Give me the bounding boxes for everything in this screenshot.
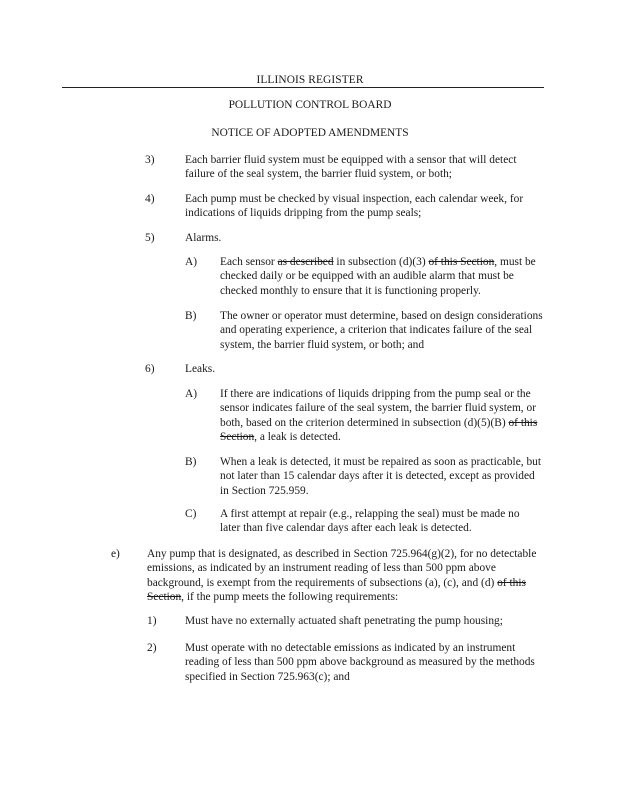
struck-text: of this Section xyxy=(147,576,526,604)
item-3-text: Each barrier fluid system must be equipped with a sensor that will detect failure of the seal system, the barrier fluid system, or both; xyxy=(185,154,517,181)
item-e1-text: Must have no externally actuated shaft penetrating the pump housing; xyxy=(185,615,503,627)
item-5b-label: B) xyxy=(185,310,197,322)
item-e1-label: 1) xyxy=(147,615,157,627)
register-title: ILLINOIS REGISTER xyxy=(256,74,364,86)
item-5a-label: A) xyxy=(185,256,198,268)
item-6a-text: If there are indications of liquids dripping from the pump seal or the sensor indicates failure of the seal system, the barrier fluid system, or both, based on the criterion determined in subsection (d)(5)(B) of this Section, a leak is detected. xyxy=(220,388,538,444)
board-name: POLLUTION CONTROL BOARD xyxy=(228,99,392,111)
struck-text: of this Section xyxy=(220,416,538,444)
item-5-text: Alarms. xyxy=(185,232,222,244)
item-4-label: 4) xyxy=(145,193,155,205)
item-e-text: Any pump that is designated, as described in Section 725.964(g)(2), for no detectable emissions, as indicated by an instrument reading of less than 500 ppm above background, is exempt from the requirements of subsections (a), (c), and (d) of this Section, if the pump meets the following requirements: xyxy=(147,548,537,604)
item-e2-label: 2) xyxy=(147,642,157,654)
item-5-label: 5) xyxy=(145,232,155,244)
struck-text: of this Section xyxy=(428,256,495,268)
item-6a-label: A) xyxy=(185,388,198,400)
item-4-text: Each pump must be checked by visual inspection, each calendar week, for indications of liquids dripping from the pump seals; xyxy=(185,193,524,220)
item-3-label: 3) xyxy=(145,154,155,166)
item-5b-text: The owner or operator must determine, based on design considerations and operating experience, a criterion that indicates failure of the seal system, the barrier fluid system, or both; and xyxy=(220,310,543,351)
item-6c-text: A first attempt at repair (e.g., relapping the seal) must be made no later than five calendar days after each leak is detected. xyxy=(220,508,520,535)
notice-title: NOTICE OF ADOPTED AMENDMENTS xyxy=(211,127,409,139)
item-6-text: Leaks. xyxy=(185,363,216,375)
item-e-label: e) xyxy=(111,548,120,560)
item-e2-text: Must operate with no detectable emissions as indicated by an instrument reading of less than 500 ppm above background as measured by the methods specified in Section 725.963(c); and xyxy=(185,642,535,683)
item-6b-label: B) xyxy=(185,456,197,468)
struck-text: as described xyxy=(277,256,334,268)
item-6b-text: When a leak is detected, it must be repaired as soon as practicable, but not later than 15 calendar days after it is detected, except as provided in Section 725.959. xyxy=(220,456,542,497)
item-6c-label: C) xyxy=(185,508,197,520)
header-rule xyxy=(62,87,544,88)
item-6-label: 6) xyxy=(145,363,155,375)
item-5a-text: Each sensor as described in subsection (d)(3) of this Section, must be checked daily or be equipped with an audible alarm that must be checked monthly to ensure that it is functioning properly. xyxy=(220,256,536,297)
